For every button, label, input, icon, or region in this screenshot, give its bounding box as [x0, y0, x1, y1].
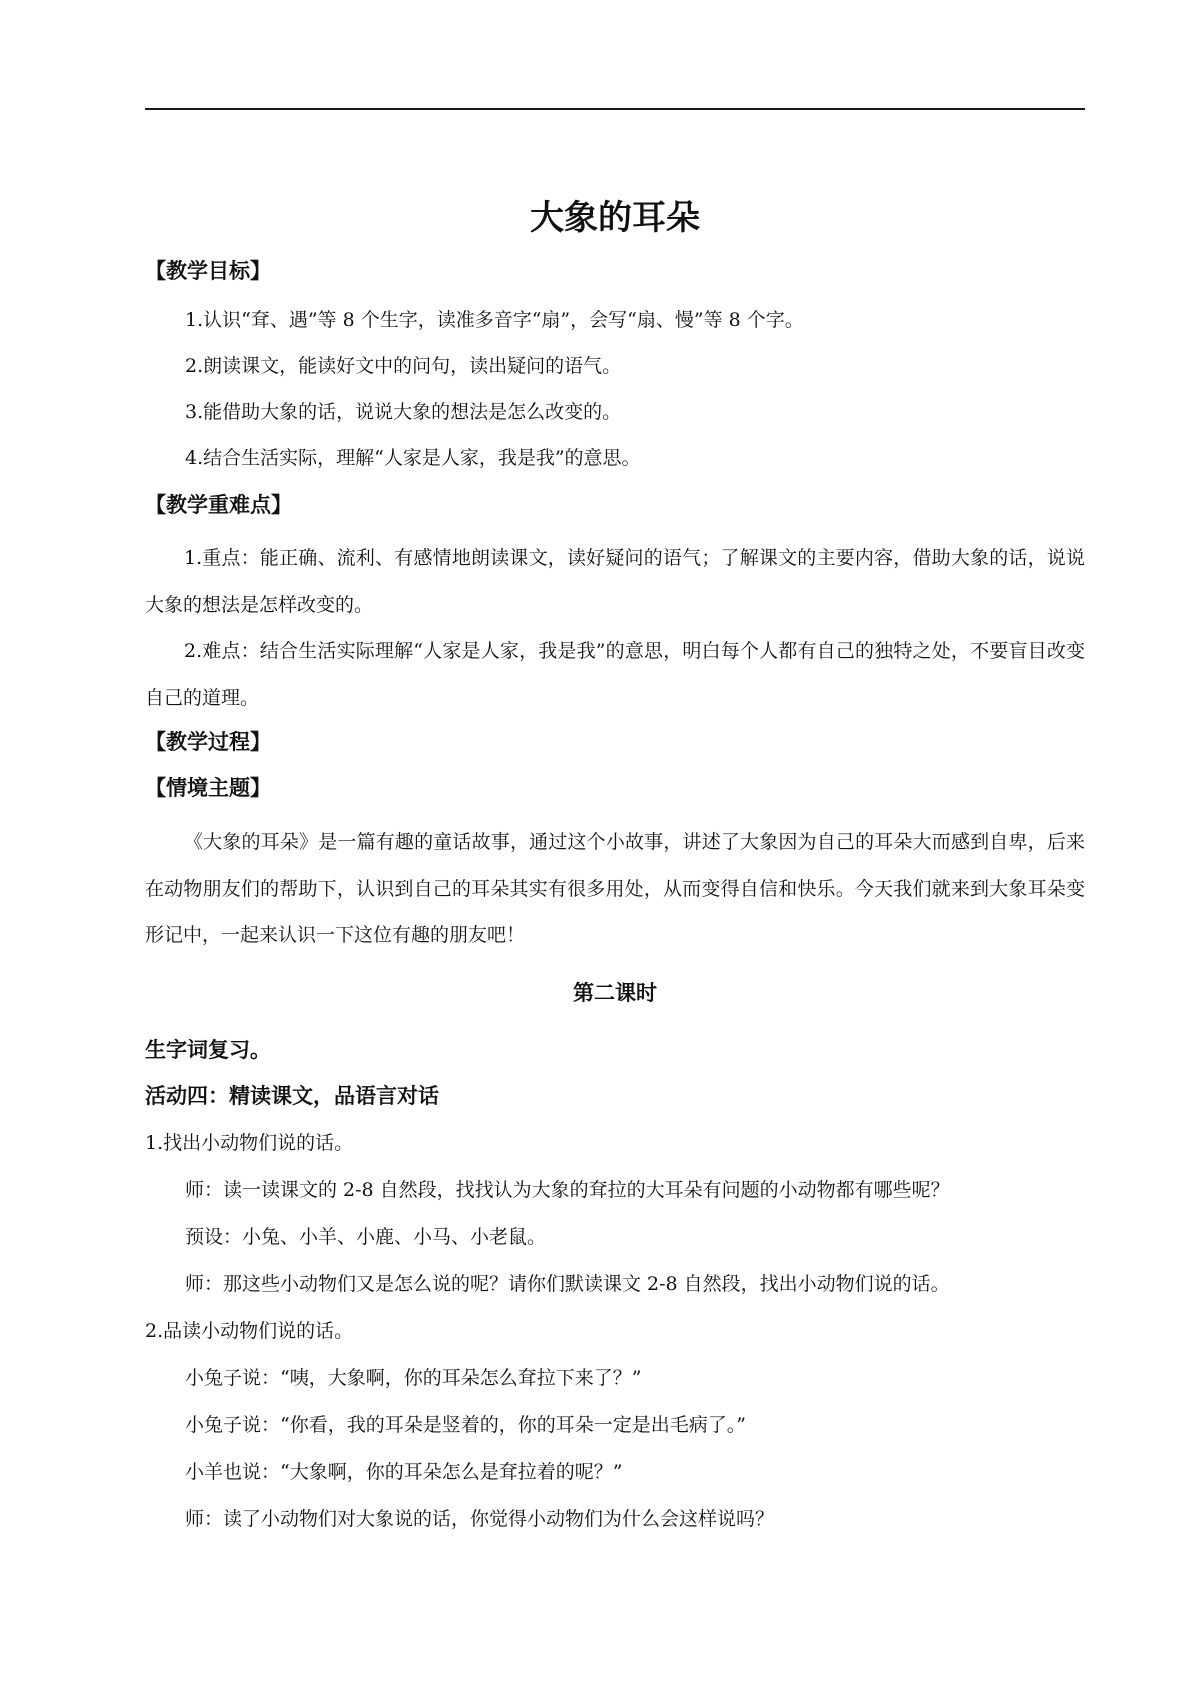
key-point-item-1: 1.重点：能正确、流利、有感情地朗读课文，读好疑问的语气；了解课文的主要内容，借助大象的话，说说大象的想法是怎样改变的。: [145, 547, 1085, 616]
step2-line-2: 小兔子说：“你看，我的耳朵是竖着的，你的耳朵一定是出毛病了。”: [185, 1414, 746, 1436]
key-point-item-2: 2.难点：结合生活实际理解“人家是人家，我是我”的意思，明白每个人都有自己的独特之处，不要盲目改变自己的道理。: [145, 640, 1085, 709]
step1-line-3: 师：那这些小动物们又是怎么说的呢？请你们默读课文 2-8 自然段，找出小动物们说的话。: [185, 1273, 950, 1295]
key-points-heading: 【教学重难点】: [145, 493, 292, 517]
review-heading: 生字词复习。: [145, 1038, 271, 1062]
activity-heading: 活动四：精读课文，品语言对话: [145, 1084, 439, 1108]
header-rule: [145, 108, 1085, 110]
objective-item-3: 3.能借助大象的话，说说大象的想法是怎么改变的。: [185, 401, 622, 423]
step2-label: 2.品读小动物们说的话。: [145, 1320, 354, 1342]
context-paragraph: 《大象的耳朵》是一篇有趣的童话故事，通过这个小故事，讲述了大象因为自己的耳朵大而感到自卑，后来在动物朋友们的帮助下，认识到自己的耳朵其实有很多用处，从而变得自信和快乐。今天我们就来到大象耳朵变形记中，一起来认识一下这位有趣的朋友吧！: [145, 831, 1085, 946]
step2-line-3: 小羊也说：“大象啊，你的耳朵怎么是耷拉着的呢？”: [185, 1461, 623, 1483]
document-title: 大象的耳朵: [530, 198, 700, 238]
objective-item-2: 2.朗读课文，能读好文中的问句，读出疑问的语气。: [185, 355, 622, 377]
objective-item-1: 1.认识“耷、遇”等 8 个生字，读准多音字“扇”，会写“扇、慢”等 8 个字。: [185, 309, 804, 331]
process-heading: 【教学过程】: [145, 730, 271, 754]
step1-line-2: 预设：小兔、小羊、小鹿、小马、小老鼠。: [185, 1226, 547, 1248]
step2-line-1: 小兔子说：“咦，大象啊，你的耳朵怎么耷拉下来了？”: [185, 1367, 642, 1389]
objectives-heading: 【教学目标】: [145, 259, 271, 283]
context-heading: 【情境主题】: [145, 776, 271, 800]
objective-item-4: 4.结合生活实际，理解“人家是人家，我是我”的意思。: [185, 447, 641, 469]
step1-line-1: 师：读一读课文的 2-8 自然段，找找认为大象的耷拉的大耳朵有问题的小动物都有哪些呢？: [185, 1179, 950, 1201]
step2-line-4: 师：读了小动物们对大象说的话，你觉得小动物们为什么会这样说吗？: [185, 1508, 775, 1530]
step1-label: 1.找出小动物们说的话。: [145, 1132, 354, 1154]
lesson-title: 第二课时: [573, 981, 657, 1005]
